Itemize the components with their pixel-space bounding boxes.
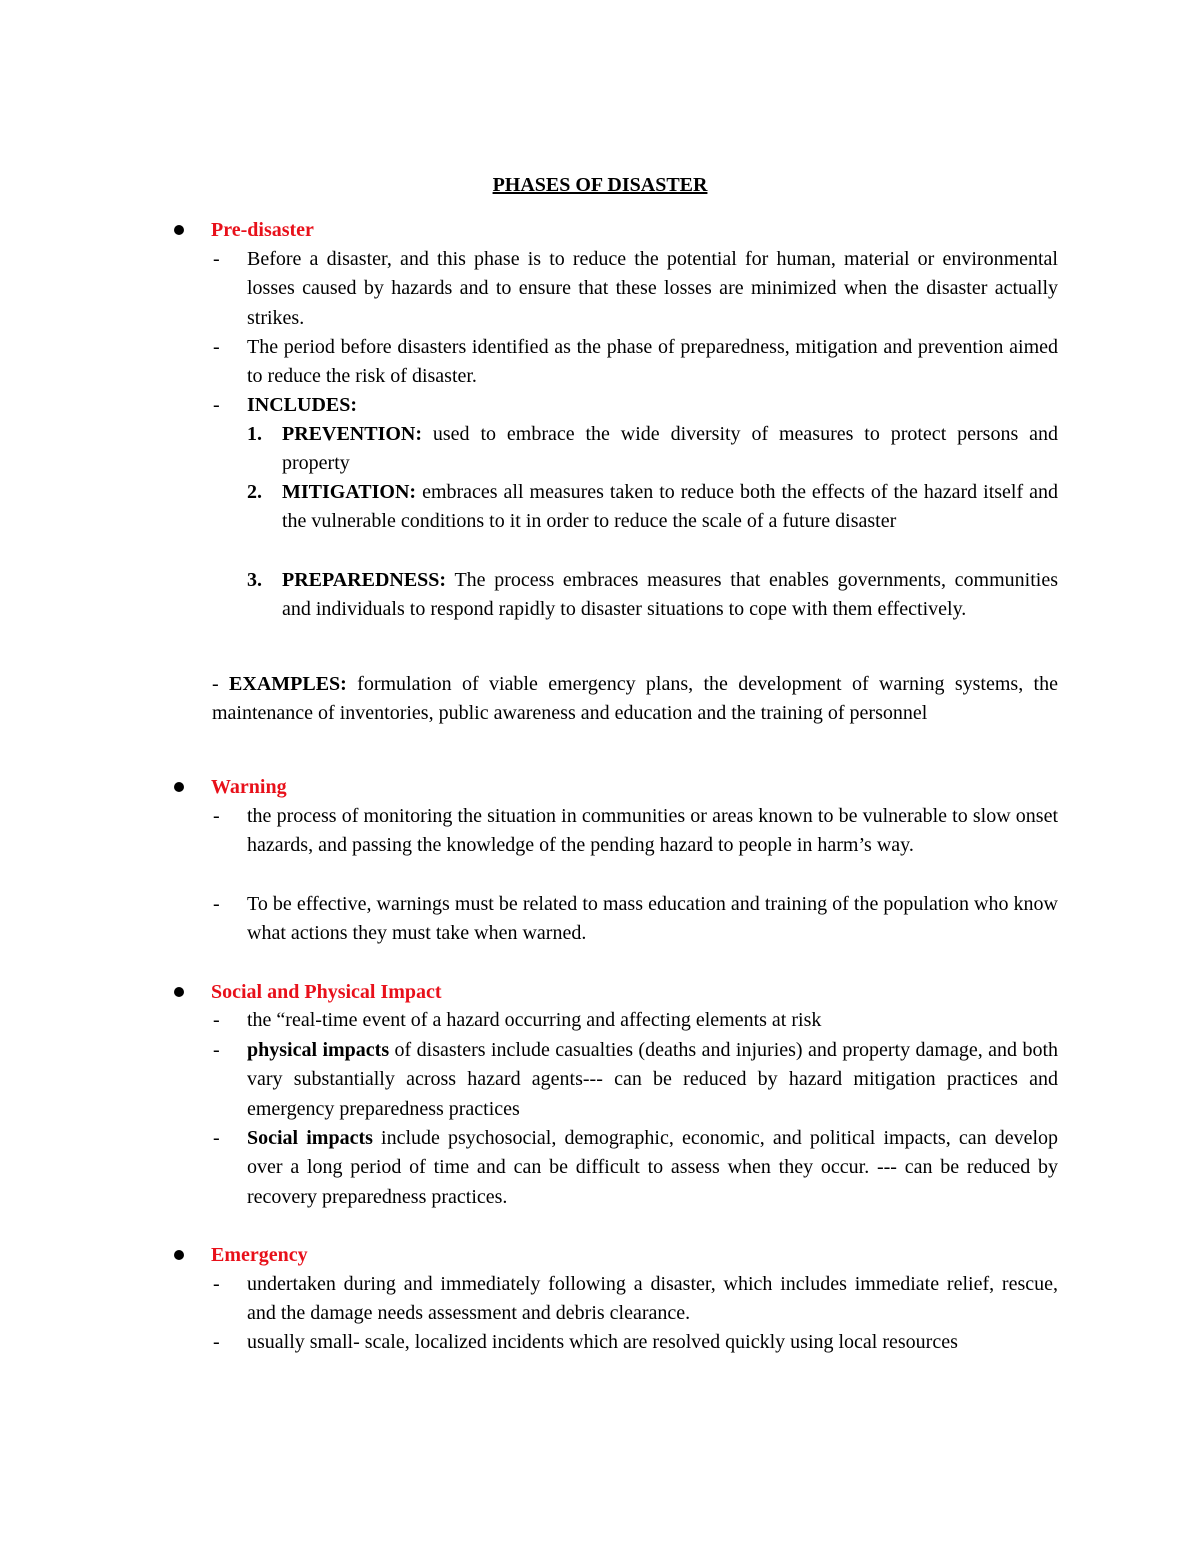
item-term: Social impacts: [247, 1127, 373, 1149]
paragraph: the “real-time event of a hazard occurring and affecting elements at risk: [247, 1009, 822, 1031]
section-title: Emergency: [211, 1244, 308, 1266]
numbered-item: [282, 478, 1058, 537]
list-number: 3.: [247, 569, 262, 591]
paragraph: To be effective, warnings must be related to mass education and training of the population who know what actions they must take when warned.: [247, 893, 1058, 945]
page-title: PHASES OF DISASTER: [492, 174, 708, 196]
section-title: Social and Physical Impact: [211, 981, 442, 1003]
item-term: MITIGATION:: [282, 481, 417, 503]
dash-marker: -: [213, 1273, 220, 1295]
examples-prefix: -: [212, 673, 230, 695]
bullet-icon: [174, 1250, 184, 1260]
item-text: of disasters include casualties (deaths and injuries) and property damage, and both vary substantially across hazard agents--- can be reduced by hazard mitigation practices and emergency preparedness practices: [247, 1039, 1058, 1120]
paragraph: undertaken during and immediately following a disaster, which includes immediate relief, rescue, and the damage needs assessment and debris clearance.: [247, 1273, 1058, 1325]
dash-marker: -: [213, 248, 220, 270]
examples-text: formulation of viable emergency plans, the development of warning systems, the maintenance of inventories, public awareness and education and the training of personnel: [212, 673, 1058, 725]
examples-paragraph: [212, 670, 1058, 729]
section-title: Pre-disaster: [211, 219, 314, 241]
item-text: embraces all measures taken to reduce both the effects of the hazard itself and the vulnerable conditions to it in order to reduce the scale of a future disaster: [282, 481, 1058, 533]
item-text: The process embraces measures that enables governments, communities and individuals to respond rapidly to disaster situations to cope with them effectively.: [282, 569, 1058, 621]
paragraph: Before a disaster, and this phase is to reduce the potential for human, material or environmental losses caused by hazards and to ensure that these losses are minimized when the disaster actually strikes.: [247, 248, 1058, 329]
item-term: physical impacts: [247, 1039, 390, 1061]
paragraph: [247, 1124, 1058, 1212]
paragraph: [247, 1036, 1058, 1124]
numbered-item: [282, 420, 1058, 479]
dash-marker: -: [213, 1039, 220, 1061]
dash-marker: -: [213, 1331, 220, 1353]
dash-marker: -: [213, 893, 220, 915]
paragraph: the process of monitoring the situation in communities or areas known to be vulnerable to slow onset hazards, and passing the knowledge of the pending hazard to people in harm’s way.: [247, 805, 1058, 857]
numbered-item: [282, 566, 1058, 625]
paragraph: usually small- scale, localized incidents which are resolved quickly using local resources: [247, 1331, 958, 1353]
dash-marker: -: [213, 805, 220, 827]
list-number: 1.: [247, 423, 262, 445]
item-term: PREVENTION:: [282, 423, 423, 445]
bullet-icon: [174, 225, 184, 235]
bullet-icon: [174, 782, 184, 792]
dash-marker: -: [213, 336, 220, 358]
dash-marker: -: [213, 1127, 220, 1149]
dash-marker: -: [213, 394, 220, 416]
section-title: Warning: [211, 776, 287, 798]
item-term: PREPAREDNESS:: [282, 569, 447, 591]
bullet-icon: [174, 987, 184, 997]
dash-marker: -: [213, 1009, 220, 1031]
includes-label: INCLUDES:: [247, 394, 358, 416]
examples-label: EXAMPLES:: [229, 673, 347, 695]
item-text: include psychosocial, demographic, economic, and political impacts, can develop over a long period of time and can be difficult to assess when they occur. --- can be reduced by recovery preparedness practices.: [247, 1127, 1059, 1208]
list-number: 2.: [247, 481, 262, 503]
item-text: used to embrace the wide diversity of measures to protect persons and property: [282, 423, 1058, 475]
paragraph: The period before disasters identified as the phase of preparedness, mitigation and prevention aimed to reduce the risk of disaster.: [247, 336, 1058, 388]
